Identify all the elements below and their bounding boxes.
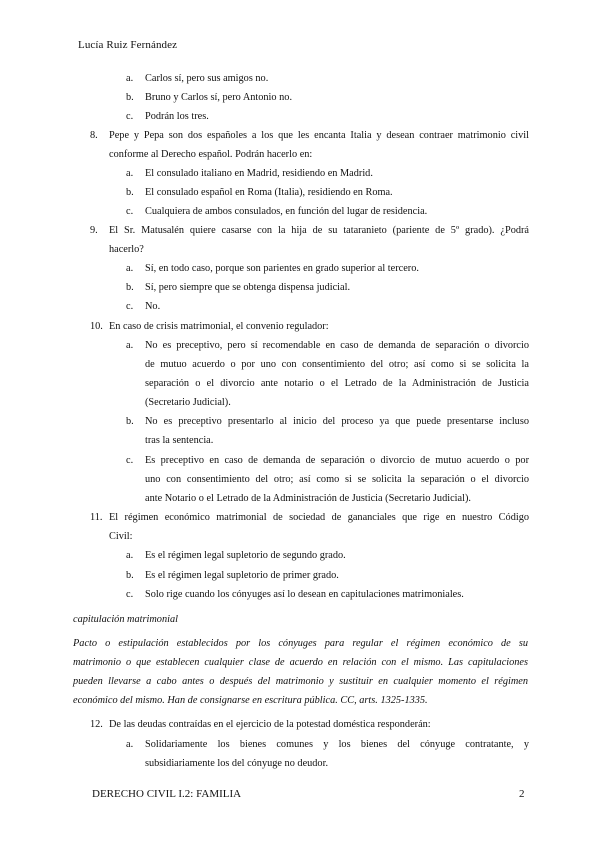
q9-option-a: Sí, en todo caso, porque son parientes en grado superior al tercero. — [145, 263, 419, 274]
q7-option-b-letter: b. — [126, 92, 134, 103]
q10-option-b-letter: b. — [126, 416, 134, 427]
q8-option-c: Cualquiera de ambos consulados, en función del lugar de residencia. — [145, 206, 428, 217]
q10-option-c-line1: Es preceptivo en caso de demanda de separación o divorcio de mutuo acuerdo o por — [145, 455, 529, 466]
q8-number: 8. — [90, 130, 98, 141]
note-line1: Pacto o estipulación establecidos por los cónyuges para regular el régimen económico de su — [73, 638, 528, 649]
q7-option-a-letter: a. — [126, 73, 134, 84]
q7-option-c: Podrán los tres. — [145, 111, 209, 122]
note-line4: económico del mismo. Han de consignarse en escritura pública. CC, arts. 1325-1335. — [73, 695, 428, 706]
note-term: capitulación matrimonial — [73, 614, 178, 625]
q8-text-line1: Pepe y Pepa son dos españoles a los que les encanta Italia y desean contraer matrimonio civil — [109, 130, 529, 141]
q9-text-line2: hacerlo? — [109, 244, 144, 255]
q11-text-line2: Civil: — [109, 531, 133, 542]
q10-option-c-letter: c. — [126, 455, 134, 466]
q10-option-a-letter: a. — [126, 340, 134, 351]
q9-option-a-letter: a. — [126, 263, 134, 274]
q9-number: 9. — [90, 225, 98, 236]
page-header-author: Lucía Ruiz Fernández — [78, 39, 178, 51]
q11-option-b: Es el régimen legal supletorio de primer grado. — [145, 570, 339, 581]
q10-option-b-line2: tras la sentencia. — [145, 435, 214, 446]
page-footer-course: DERECHO CIVIL I.2: FAMILIA — [92, 788, 242, 800]
q11-option-b-letter: b. — [126, 570, 134, 581]
q9-option-b-letter: b. — [126, 282, 134, 293]
q10-number: 10. — [90, 321, 103, 332]
q10-option-a-line3: separación o el divorcio ante notario o el Letrado de la Administración de Justicia — [145, 378, 529, 389]
q11-text-line1: El régimen económico matrimonial de sociedad de gananciales que rige en nuestro Código — [109, 512, 529, 523]
q7-option-b: Bruno y Carlos sí, pero Antonio no. — [145, 92, 293, 103]
q10-option-c-line2: uno con consentimiento del otro; así como si se solicita la separación o el divorcio — [145, 474, 529, 485]
q12-number: 12. — [90, 719, 103, 730]
q8-option-c-letter: c. — [126, 206, 134, 217]
q9-option-c: No. — [145, 301, 161, 312]
note-line3: pueden llevarse a cabo antes o después del matrimonio y sustituir en cualquier momento el régimen — [73, 676, 528, 687]
q9-option-c-letter: c. — [126, 301, 134, 312]
q10-option-c-line3: ante Notario o el Letrado de la Administración de Justicia (Secretario Judicial). — [145, 493, 471, 504]
note-line2: matrimonio o que establecen cualquier clase de acuerdo en relación con el mismo. Las capitulaciones — [73, 657, 528, 668]
q8-option-b: El consulado español en Roma (Italia), residiendo en Roma. — [145, 187, 393, 198]
q8-option-a-letter: a. — [126, 168, 134, 179]
q10-option-a-line2: de mutuo acuerdo o por uno con consentimiento del otro; así como si se solicita la — [145, 359, 529, 370]
q10-option-a-line1: No es preceptivo, pero sí recomendable en caso de demanda de separación o divorcio — [145, 340, 529, 351]
q11-option-c: Solo rige cuando los cónyuges así lo desean en capitulaciones matrimoniales. — [145, 589, 464, 600]
q12-text-line1: De las deudas contraídas en el ejercicio de la potestad doméstica responderán: — [109, 719, 431, 730]
page-number: 2 — [519, 788, 525, 800]
q10-text-line1: En caso de crisis matrimonial, el convenio regulador: — [109, 321, 329, 332]
q11-option-a: Es el régimen legal supletorio de segundo grado. — [145, 550, 346, 561]
q12-option-a-letter: a. — [126, 739, 134, 750]
q7-option-c-letter: c. — [126, 111, 134, 122]
q10-option-a-line4: (Secretario Judicial). — [145, 397, 231, 408]
q11-number: 11. — [90, 512, 103, 523]
q8-option-a: El consulado italiano en Madrid, residiendo en Madrid. — [145, 168, 373, 179]
q10-option-b-line1: No es preceptivo presentarlo al inicio del proceso ya que puede presentarse incluso — [145, 416, 529, 427]
q12-option-a-line2: subsidiariamente los del cónyuge no deudor. — [145, 758, 329, 769]
q9-text-line1: El Sr. Matusalén quiere casarse con la hija de su tataranieto (pariente de 5º grado). ¿Podrá — [109, 225, 529, 236]
q9-option-b: Sí, pero siempre que se obtenga dispensa judicial. — [145, 282, 351, 293]
q11-option-c-letter: c. — [126, 589, 134, 600]
q7-option-a: Carlos sí, pero sus amigos no. — [145, 73, 269, 84]
q8-option-b-letter: b. — [126, 187, 134, 198]
q11-option-a-letter: a. — [126, 550, 134, 561]
q12-option-a-line1: Solidariamente los bienes comunes y los bienes del cónyuge contratante, y — [145, 739, 529, 750]
q8-text-line2: conforme al Derecho español. Podrán hacerlo en: — [109, 149, 313, 160]
